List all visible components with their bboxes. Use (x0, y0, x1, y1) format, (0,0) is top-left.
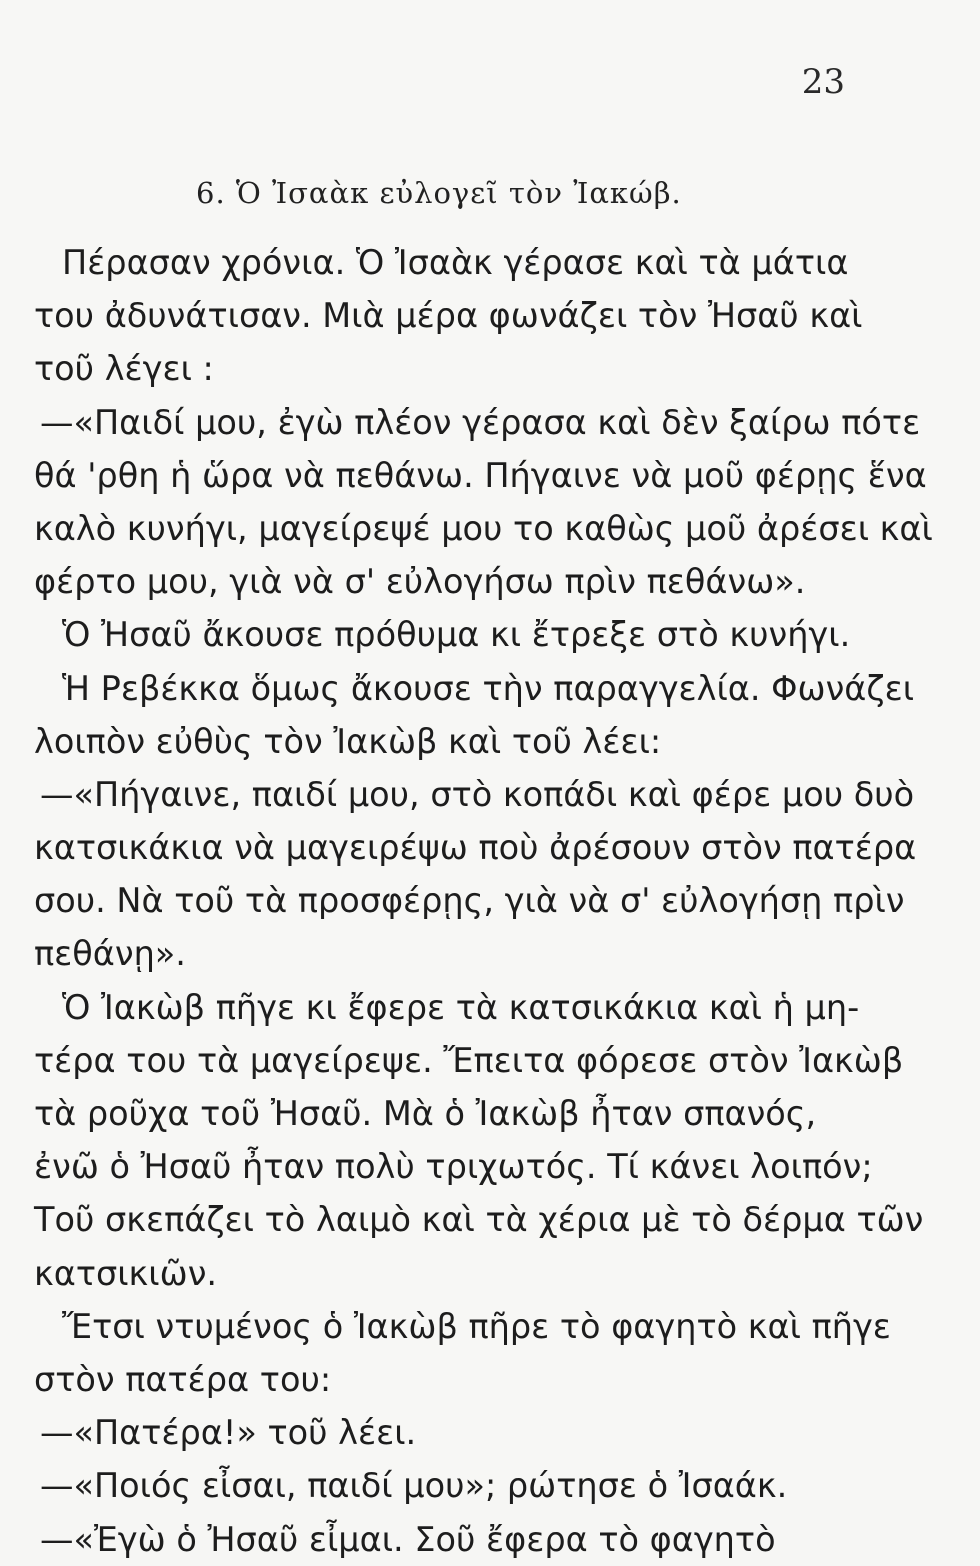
text-line: —«Πήγαινε, παιδί μου, στὸ κοπάδι καὶ φέρε μου δυὸ (40, 774, 915, 814)
text-line: τοῦ λέγει : (34, 349, 214, 389)
text-line: κατσικιῶν. (34, 1253, 218, 1293)
text-line: Τοῦ σκεπάζει τὸ λαιμὸ καὶ τὰ χέρια μὲ τὸ δέρμα τῶν (34, 1200, 924, 1240)
text-line: κατσικάκια νὰ μαγειρέψω ποὺ ἀρέσουν στὸν πατέρα (34, 828, 917, 868)
text-line: φέρτο μου, γιὰ νὰ σ' εὐλογήσω πρὶν πεθάνω». (34, 562, 806, 602)
text-line: τὰ ροῦχα τοῦ Ἠσαῦ. Μὰ ὁ Ἰακὼβ ἦταν σπανός, (34, 1094, 817, 1133)
text-line: καλὸ κυνήγι, μαγείρεψέ μου το καθὼς μοῦ ἀρέσει καὶ (34, 508, 933, 548)
chapter-title: 6. Ὁ Ἰσαὰκ εὐλογεῖ τὸν Ἰακώβ. (196, 176, 682, 210)
text-line: ἐνῶ ὁ Ἠσαῦ ἦταν πολὺ τριχωτός. Τί κάνει λοιπόν; (34, 1147, 873, 1187)
text-line: Ὁ Ἠσαῦ ἄκουσε πρόθυμα κι ἔτρεξε στὸ κυνήγι. (62, 615, 851, 655)
text-line: τέρα του τὰ μαγείρεψε. Ἔπειτα φόρεσε στὸν Ἰακὼβ (34, 1040, 904, 1080)
text-line: —«Πατέρα!» τοῦ λέει. (40, 1413, 417, 1453)
body-text (34, 236, 933, 1566)
text-line: Ὁ Ἰακὼβ πῆγε κι ἔφερε τὰ κατσικάκια καὶ ἡ μη- (62, 987, 860, 1027)
text-line: σου. Νὰ τοῦ τὰ προσφέρῃς, γιὰ νὰ σ' εὐλογήσῃ πρὶν (34, 881, 905, 921)
text-line: θά 'ρθη ἡ ὥρα νὰ πεθάνω. Πήγαινε νὰ μοῦ φέρῃς ἕνα (34, 455, 927, 495)
text-line: πεθάνῃ». (34, 934, 186, 974)
text-line: Ἡ Ρεβέκκα ὅμως ἄκουσε τὴν παραγγελία. Φωνάζει (62, 668, 915, 708)
text-line: —«Ποιός εἶσαι, παιδί μου»; ρώτησε ὁ Ἰσαάκ. (40, 1466, 788, 1506)
text-line: —«Ἐγὼ ὁ Ἠσαῦ εἶμαι. Σοῦ ἔφερα τὸ φαγητὸ (40, 1519, 776, 1559)
text-line: στὸν πατέρα του: (34, 1359, 332, 1399)
text-line: λοιπὸν εὐθὺς τὸν Ἰακὼβ καὶ τοῦ λέει: (34, 721, 662, 761)
page-number: 23 (801, 62, 845, 102)
text-line: —«Παιδί μου, ἐγὼ πλέον γέρασα καὶ δὲν ξαίρω πότε (40, 402, 921, 442)
text-line: του ἀδυνάτισαν. Μιὰ μέρα φωνάζει τὸν Ἠσαῦ καὶ (34, 296, 863, 336)
text-line: Ἔτσι ντυμένος ὁ Ἰακὼβ πῆρε τὸ φαγητὸ καὶ πῆγε (62, 1306, 891, 1346)
text-line: Πέρασαν χρόνια. Ὁ Ἰσαὰκ γέρασε καὶ τὰ μάτια (62, 243, 849, 282)
